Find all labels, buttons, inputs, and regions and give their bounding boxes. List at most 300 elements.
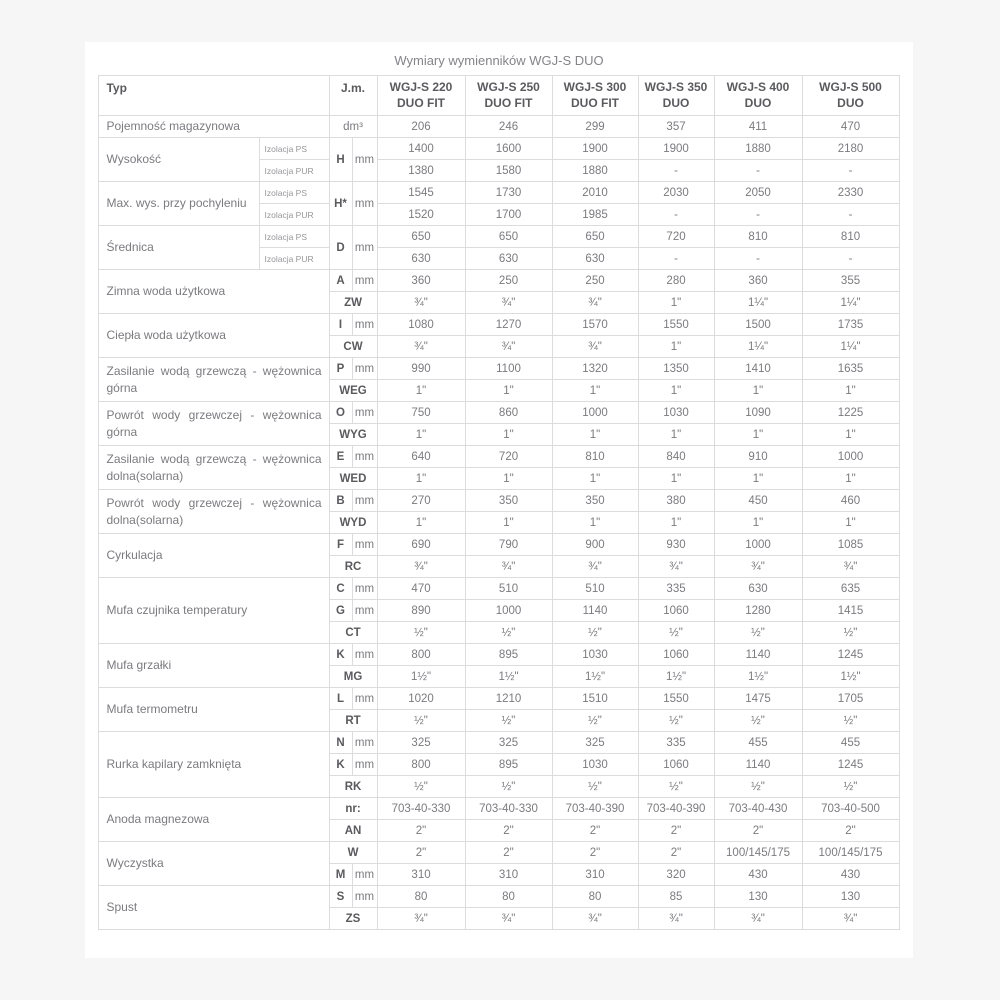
cell-value: ¾" [465,292,552,314]
cell-value: 1" [465,424,552,446]
cell-value: ½" [638,710,714,732]
cell-value: 1" [802,424,899,446]
cell-value: 630 [377,248,465,270]
table-row [99,490,899,512]
symbol-f: F [329,534,352,556]
cell-value: 1000 [714,534,802,556]
table-row [99,182,899,204]
cell-value: 1060 [638,754,714,776]
content-card [85,42,913,958]
cell-value: 1900 [638,138,714,160]
cell-value: 1410 [714,358,802,380]
cell-value: 1" [377,380,465,402]
cell-value: - [714,204,802,226]
table-row [99,534,899,556]
cell-value: 1580 [465,160,552,182]
cell-value: 1½" [377,666,465,688]
cell-value: 1" [638,468,714,490]
cell-value: 1" [638,424,714,446]
col-header-wgj-s-350-duo [638,76,714,116]
cell-value: 246 [465,116,552,138]
cell-value: 790 [465,534,552,556]
cell-value: 1¼" [714,336,802,358]
row-label-zasilanie-wezownica-dolna: Zasilanie wodą grzewczą - wężownica dolna(solarna) [99,446,329,490]
cell-value: 250 [465,270,552,292]
cell-value: 630 [465,248,552,270]
unit-mm: mm [352,864,377,886]
cell-value: ¾" [802,908,899,930]
cell-value: ¾" [465,908,552,930]
cell-value: 310 [377,864,465,886]
cell-value: - [714,160,802,182]
cell-value: 2" [714,820,802,842]
cell-value: 450 [714,490,802,512]
model-name-line1: WGJ-S 350 [644,79,708,94]
cell-value: 510 [552,578,638,600]
symbol-k: K [329,644,352,666]
table-title: Wymiary wymienników WGJ-S DUO [394,53,604,68]
cell-value: 470 [802,116,899,138]
cell-value: 810 [552,446,638,468]
cell-value: 1½" [465,666,552,688]
cell-value: 1030 [552,644,638,666]
symbol-h-star: H* [329,182,352,226]
cell-value: 1210 [465,688,552,710]
cell-value: 1245 [802,754,899,776]
col-header-wgj-s-300-duo-fit [552,76,638,116]
cell-value: 1" [552,512,638,534]
cell-value: 910 [714,446,802,468]
izolacja-ps-label: Izolacja PS [260,226,329,248]
cell-value: 1" [714,512,802,534]
izolacja-pur-label: Izolacja PUR [260,248,329,270]
cell-value: 1" [552,424,638,446]
cell-value: 703-40-390 [552,798,638,820]
cell-value: 299 [552,116,638,138]
cell-value: ¾" [638,908,714,930]
cell-value: 1" [638,380,714,402]
table-row [99,688,899,710]
table-row [99,842,899,864]
cell-value: 1¼" [802,292,899,314]
model-name-line1: WGJ-S 220 [389,79,453,94]
cell-value: 1100 [465,358,552,380]
cell-value: 1380 [377,160,465,182]
cell-value: 1705 [802,688,899,710]
model-name-line2: DUO FIT [484,95,533,110]
row-label-wysokosc: Wysokość [99,138,260,182]
cell-value: 130 [714,886,802,908]
symbol-h: H [329,138,352,182]
symbol-weg: WEG [329,380,377,402]
cell-value: 1" [802,468,899,490]
cell-value: 1" [714,380,802,402]
table-row [99,644,899,666]
cell-value: 1415 [802,600,899,622]
table-row [99,314,899,336]
symbol-s: S [329,886,352,908]
row-label-ciepla-woda-uzytkowa: Ciepła woda użytkowa [99,314,329,358]
cell-value: 703-40-500 [802,798,899,820]
cell-value: 690 [377,534,465,556]
unit-mm: mm [352,270,377,292]
unit-mm: mm [352,600,377,622]
cell-value: 1085 [802,534,899,556]
cell-value: 810 [714,226,802,248]
model-name-line1: WGJ-S 250 [477,79,540,94]
cell-value: 703-40-330 [377,798,465,820]
unit-mm: mm [352,732,377,754]
cell-value: 85 [638,886,714,908]
cell-value: 1550 [638,314,714,336]
cell-value: 2010 [552,182,638,204]
row-label-powrot-wezownica-dolna: Powrót wody grzewczej - wężownica dolna(solarna) [99,490,329,534]
header-row [99,76,899,116]
cell-value: 840 [638,446,714,468]
cell-value: ½" [638,622,714,644]
cell-value: ¾" [802,556,899,578]
row-label-mufa-termometru: Mufa termometru [99,688,329,732]
cell-value: 1" [802,512,899,534]
cell-value: 1570 [552,314,638,336]
cell-value: 310 [465,864,552,886]
cell-value: 1400 [377,138,465,160]
cell-value: 1000 [552,402,638,424]
cell-value: 1½" [714,666,802,688]
cell-value: ¾" [552,556,638,578]
model-name-line2: DUO FIT [571,95,620,110]
symbol-b: B [329,490,352,512]
col-header-typ: Typ [99,76,329,116]
col-header-wgj-s-400-duo [714,76,802,116]
table-row [99,116,899,138]
cell-value: 650 [377,226,465,248]
cell-value: 1030 [552,754,638,776]
cell-value: 703-40-430 [714,798,802,820]
unit-dm3: dm³ [329,116,377,138]
row-label-cyrkulacja: Cyrkulacja [99,534,329,578]
cell-value: 2330 [802,182,899,204]
symbol-nr: nr: [329,798,377,820]
row-label-max-wys-przy-pochyleniu: Max. wys. przy pochyleniu [99,182,260,226]
cell-value: 325 [552,732,638,754]
cell-value: ¾" [638,556,714,578]
cell-value: 1" [552,468,638,490]
cell-value: 720 [638,226,714,248]
model-name-line2: DUO [744,95,772,110]
cell-value: 1245 [802,644,899,666]
cell-value: 2" [465,842,552,864]
cell-value: 630 [552,248,638,270]
cell-value: 703-40-330 [465,798,552,820]
cell-value: 1" [377,512,465,534]
symbol-p: P [329,358,352,380]
cell-value: ½" [377,776,465,798]
cell-value: ½" [638,776,714,798]
cell-value: 310 [552,864,638,886]
row-label-zimna-woda-uzytkowa: Zimna woda użytkowa [99,270,329,314]
cell-value: ¾" [552,336,638,358]
unit-mm: mm [352,358,377,380]
izolacja-pur-label: Izolacja PUR [260,160,329,182]
cell-value: 895 [465,754,552,776]
cell-value: ½" [465,710,552,732]
cell-value: 1½" [638,666,714,688]
cell-value: 1000 [465,600,552,622]
cell-value: 360 [714,270,802,292]
cell-value: 1500 [714,314,802,336]
unit-mm: mm [352,754,377,776]
cell-value: 380 [638,490,714,512]
cell-value: ½" [465,622,552,644]
cell-value: ½" [552,622,638,644]
symbol-l: L [329,688,352,710]
symbol-zs: ZS [329,908,377,930]
table-row [99,886,899,908]
cell-value: 2030 [638,182,714,204]
cell-value: 1" [465,512,552,534]
unit-mm: mm [352,644,377,666]
cell-value: 1½" [552,666,638,688]
unit-mm: mm [352,182,377,226]
cell-value: 80 [377,886,465,908]
row-label-rurka-kapilary-zamknieta: Rurka kapilary zamknięta [99,732,329,798]
symbol-d: D [329,226,352,270]
model-name-line1: WGJ-S 300 [563,79,627,94]
symbol-o: O [329,402,352,424]
cell-value: ½" [465,776,552,798]
cell-value: 1550 [638,688,714,710]
cell-value: ½" [377,710,465,732]
cell-value: - [714,248,802,270]
model-name-line1: WGJ-S 500 [819,79,882,94]
cell-value: 2" [465,820,552,842]
row-label-wyczystka: Wyczystka [99,842,329,886]
cell-value: 470 [377,578,465,600]
cell-value: 350 [552,490,638,512]
unit-mm: mm [352,688,377,710]
table-row [99,226,899,248]
cell-value: 1545 [377,182,465,204]
symbol-mg: MG [329,666,377,688]
cell-value: 1600 [465,138,552,160]
col-header-jm: J.m. [329,76,377,116]
cell-value: 1" [638,512,714,534]
cell-value: 250 [552,270,638,292]
cell-value: 630 [714,578,802,600]
table-row [99,138,899,160]
cell-value: 206 [377,116,465,138]
cell-value: 270 [377,490,465,512]
table-row [99,578,899,600]
cell-value: 2" [377,820,465,842]
cell-value: 1090 [714,402,802,424]
cell-value: ¾" [465,336,552,358]
cell-value: 2050 [714,182,802,204]
cell-value: 455 [714,732,802,754]
col-header-wgj-s-250-duo-fit [465,76,552,116]
cell-value: 1" [552,380,638,402]
cell-value: - [802,204,899,226]
cell-value: ¾" [552,908,638,930]
cell-value: ¾" [377,556,465,578]
symbol-m: M [329,864,352,886]
cell-value: 335 [638,578,714,600]
cell-value: 1520 [377,204,465,226]
row-label-srednica: Średnica [99,226,260,270]
cell-value: 990 [377,358,465,380]
cell-value: 320 [638,864,714,886]
table-row [99,358,899,380]
symbol-g: G [329,600,352,622]
cell-value: 280 [638,270,714,292]
cell-value: 335 [638,732,714,754]
cell-value: 430 [714,864,802,886]
cell-value: 2" [377,842,465,864]
cell-value: 1½" [802,666,899,688]
cell-value: 750 [377,402,465,424]
cell-value: ½" [802,776,899,798]
unit-mm: mm [352,138,377,182]
cell-value: 650 [552,226,638,248]
cell-value: 1880 [552,160,638,182]
cell-value: 1735 [802,314,899,336]
symbol-rc: RC [329,556,377,578]
row-label-zasilanie-wezownica-gorna: Zasilanie wodą grzewczą - wężownica górna [99,358,329,402]
cell-value: 1880 [714,138,802,160]
cell-value: 325 [377,732,465,754]
symbol-i: I [329,314,352,336]
cell-value: 800 [377,754,465,776]
symbol-n: N [329,732,352,754]
cell-value: 650 [465,226,552,248]
cell-value: 1080 [377,314,465,336]
cell-value: - [638,248,714,270]
cell-value: ¾" [377,336,465,358]
cell-value: 1¼" [802,336,899,358]
cell-value: 80 [552,886,638,908]
cell-value: 800 [377,644,465,666]
cell-value: ¾" [714,556,802,578]
cell-value: ½" [802,622,899,644]
cell-value: 130 [802,886,899,908]
table-row [99,446,899,468]
symbol-cw: CW [329,336,377,358]
cell-value: 1000 [802,446,899,468]
symbol-zw: ZW [329,292,377,314]
izolacja-pur-label: Izolacja PUR [260,204,329,226]
cell-value: 1" [638,336,714,358]
izolacja-ps-label: Izolacja PS [260,182,329,204]
row-label-pojemnosc-magazynowa: Pojemność magazynowa [99,116,329,138]
symbol-k: K [329,754,352,776]
cell-value: 357 [638,116,714,138]
cell-value: 1320 [552,358,638,380]
cell-value: 1900 [552,138,638,160]
cell-value: ½" [714,622,802,644]
table-row [99,270,899,292]
table-row [99,402,899,424]
cell-value: 930 [638,534,714,556]
cell-value: 635 [802,578,899,600]
cell-value: 355 [802,270,899,292]
unit-mm: mm [352,490,377,512]
cell-value: ½" [377,622,465,644]
cell-value: 1" [714,468,802,490]
cell-value: 460 [802,490,899,512]
cell-value: - [802,160,899,182]
cell-value: 1" [465,380,552,402]
unit-mm: mm [352,578,377,600]
cell-value: ½" [714,776,802,798]
cell-value: 810 [802,226,899,248]
col-header-wgj-s-220-duo-fit [377,76,465,116]
col-header-wgj-s-500-duo [802,76,899,116]
cell-value: 640 [377,446,465,468]
cell-value: 2" [638,820,714,842]
symbol-rt: RT [329,710,377,732]
cell-value: 1225 [802,402,899,424]
cell-value: 360 [377,270,465,292]
cell-value: 411 [714,116,802,138]
row-label-powrot-wezownica-gorna: Powrót wody grzewczej - wężownica górna [99,402,329,446]
cell-value: 1475 [714,688,802,710]
cell-value: 1" [377,424,465,446]
cell-value: 1350 [638,358,714,380]
model-name-line2: DUO [837,95,864,110]
cell-value: 1060 [638,644,714,666]
cell-value: ½" [714,710,802,732]
symbol-ct: CT [329,622,377,644]
model-name-line2: DUO FIT [397,95,446,110]
cell-value: 100/145/175 [802,842,899,864]
cell-value: - [802,248,899,270]
cell-value: 430 [802,864,899,886]
cell-value: ¾" [377,908,465,930]
model-name-line1: WGJ-S 400 [726,79,790,94]
symbol-wyg: WYG [329,424,377,446]
cell-value: 350 [465,490,552,512]
izolacja-ps-label: Izolacja PS [260,138,329,160]
cell-value: - [638,204,714,226]
cell-value: ¾" [552,292,638,314]
row-label-mufa-grzalki: Mufa grzałki [99,644,329,688]
symbol-a: A [329,270,352,292]
cell-value: 1060 [638,600,714,622]
table-row [99,798,899,820]
cell-value: 703-40-390 [638,798,714,820]
cell-value: ½" [552,710,638,732]
cell-value: 2" [552,820,638,842]
cell-value: 1" [638,292,714,314]
cell-value: 1280 [714,600,802,622]
cell-value: 455 [802,732,899,754]
unit-mm: mm [352,534,377,556]
cell-value: 890 [377,600,465,622]
cell-value: 325 [465,732,552,754]
cell-value: 1700 [465,204,552,226]
symbol-e: E [329,446,352,468]
cell-value: 1" [802,380,899,402]
cell-value: 1510 [552,688,638,710]
cell-value: 1¼" [714,292,802,314]
symbol-rk: RK [329,776,377,798]
cell-value: ¾" [465,556,552,578]
cell-value: 1140 [714,644,802,666]
cell-value: 2" [638,842,714,864]
unit-mm: mm [352,886,377,908]
cell-value: 900 [552,534,638,556]
